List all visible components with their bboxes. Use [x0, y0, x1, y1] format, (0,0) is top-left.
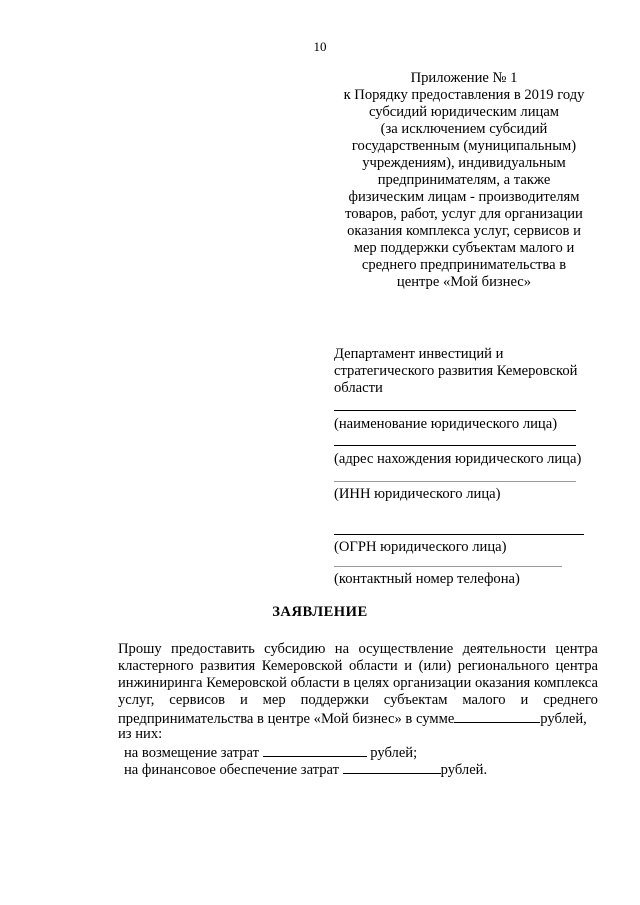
recipient-block [334, 346, 604, 397]
financing-label: на финансовое обеспечение затрат [124, 762, 339, 778]
body-word: комплекса [533, 675, 598, 691]
appendix-line: учреждениям), индивидуальным [362, 155, 566, 171]
appendix-line: товаров, работ, услуг для организации [345, 206, 583, 222]
body-word: поддержки [300, 692, 369, 708]
appendix-line: среднего предпринимательства в [361, 257, 567, 273]
body-word: на [334, 641, 350, 657]
body-word: инжиниринга [118, 675, 203, 691]
financing-unit: рублей. [440, 762, 488, 778]
body-word: субсидию [264, 641, 326, 657]
ogrn-caption: (ОГРН юридического лица) [334, 539, 507, 555]
appendix-line: оказания комплекса услуг, сервисов и [347, 223, 581, 239]
body-word: целях [353, 675, 390, 691]
document-title: ЗАЯВЛЕНИЕ [272, 604, 368, 620]
body-word: (или) [418, 658, 452, 674]
phone-caption: (контактный номер телефона) [334, 571, 520, 587]
financing-line [124, 760, 487, 779]
body-word: области [290, 675, 340, 691]
inn-input-line[interactable] [334, 481, 576, 482]
appendix-header [328, 70, 600, 291]
financing-amount-input-line[interactable] [343, 760, 441, 774]
appendix-line: государственным (муниципальным) [351, 138, 577, 154]
body-word: центра [555, 658, 598, 674]
body-line-5 [118, 709, 587, 728]
body-word: Прошу [118, 641, 162, 657]
appendix-line: Приложение № 1 [410, 70, 518, 86]
reimbursement-amount-input-line[interactable] [263, 743, 367, 757]
appendix-line: субсидий юридическим лицам [368, 104, 560, 120]
total-amount-input-line[interactable] [454, 709, 540, 723]
body-word: мер [262, 692, 286, 708]
body-word: Кемеровской [261, 658, 343, 674]
body-word: малого [462, 692, 506, 708]
phone-input-line[interactable] [334, 566, 562, 567]
body-word: центра [555, 641, 598, 657]
ogrn-input-line[interactable] [334, 534, 584, 535]
body-line-1 [118, 641, 598, 658]
body-line-6: из них: [118, 726, 163, 742]
body-word: и [239, 692, 248, 708]
page-number: 10 [313, 39, 327, 54]
body-word: деятельности [462, 641, 547, 657]
legal-name-input-line[interactable] [334, 410, 576, 411]
recipient-line: стратегического развития Кемеровской [334, 363, 578, 379]
body-word: Кемеровской [206, 675, 287, 691]
address-input-line[interactable] [334, 445, 576, 446]
body-line-3 [118, 675, 598, 692]
body-word: услуг, [118, 692, 155, 708]
body-word: и [520, 692, 529, 708]
body-line-4 [118, 692, 598, 709]
body-word: оказания [475, 675, 531, 691]
recipient-line: области [334, 380, 383, 396]
body-word: регионального [457, 658, 550, 674]
reimbursement-label: на возмещение затрат [124, 745, 259, 761]
reimbursement-unit: рублей; [370, 745, 418, 761]
body-word: субъектам [383, 692, 448, 708]
address-caption: (адрес нахождения юридического лица) [334, 451, 582, 467]
body-word: сервисов [169, 692, 226, 708]
inn-caption: (ИНН юридического лица) [334, 486, 501, 502]
body-text: предпринимательства в центре «Мой бизнес» в сумме [118, 711, 455, 727]
body-word: среднего [543, 692, 598, 708]
appendix-line: к Порядку предоставления в 2019 году [343, 87, 585, 103]
appendix-line: предпринимателям, а также [377, 172, 551, 188]
appendix-line: физическим лицам - производителям [348, 189, 580, 205]
body-word: и [404, 658, 413, 674]
appendix-line: мер поддержки субъектам малого и [353, 240, 575, 256]
body-word: области [348, 658, 398, 674]
body-word: развития [200, 658, 256, 674]
appendix-line: (за исключением субсидий [380, 121, 548, 137]
body-word: осуществление [358, 641, 454, 657]
legal-name-caption: (наименование юридического лица) [334, 416, 558, 432]
body-text: рублей, [540, 711, 587, 727]
body-line-2 [118, 658, 598, 675]
body-word: кластерного [118, 658, 194, 674]
body-word: предоставить [171, 641, 255, 657]
appendix-line: центре «Мой бизнес» [396, 274, 532, 290]
body-word: в [343, 675, 350, 691]
recipient-line: Департамент инвестиций и [334, 346, 504, 362]
body-word: организации [392, 675, 472, 691]
